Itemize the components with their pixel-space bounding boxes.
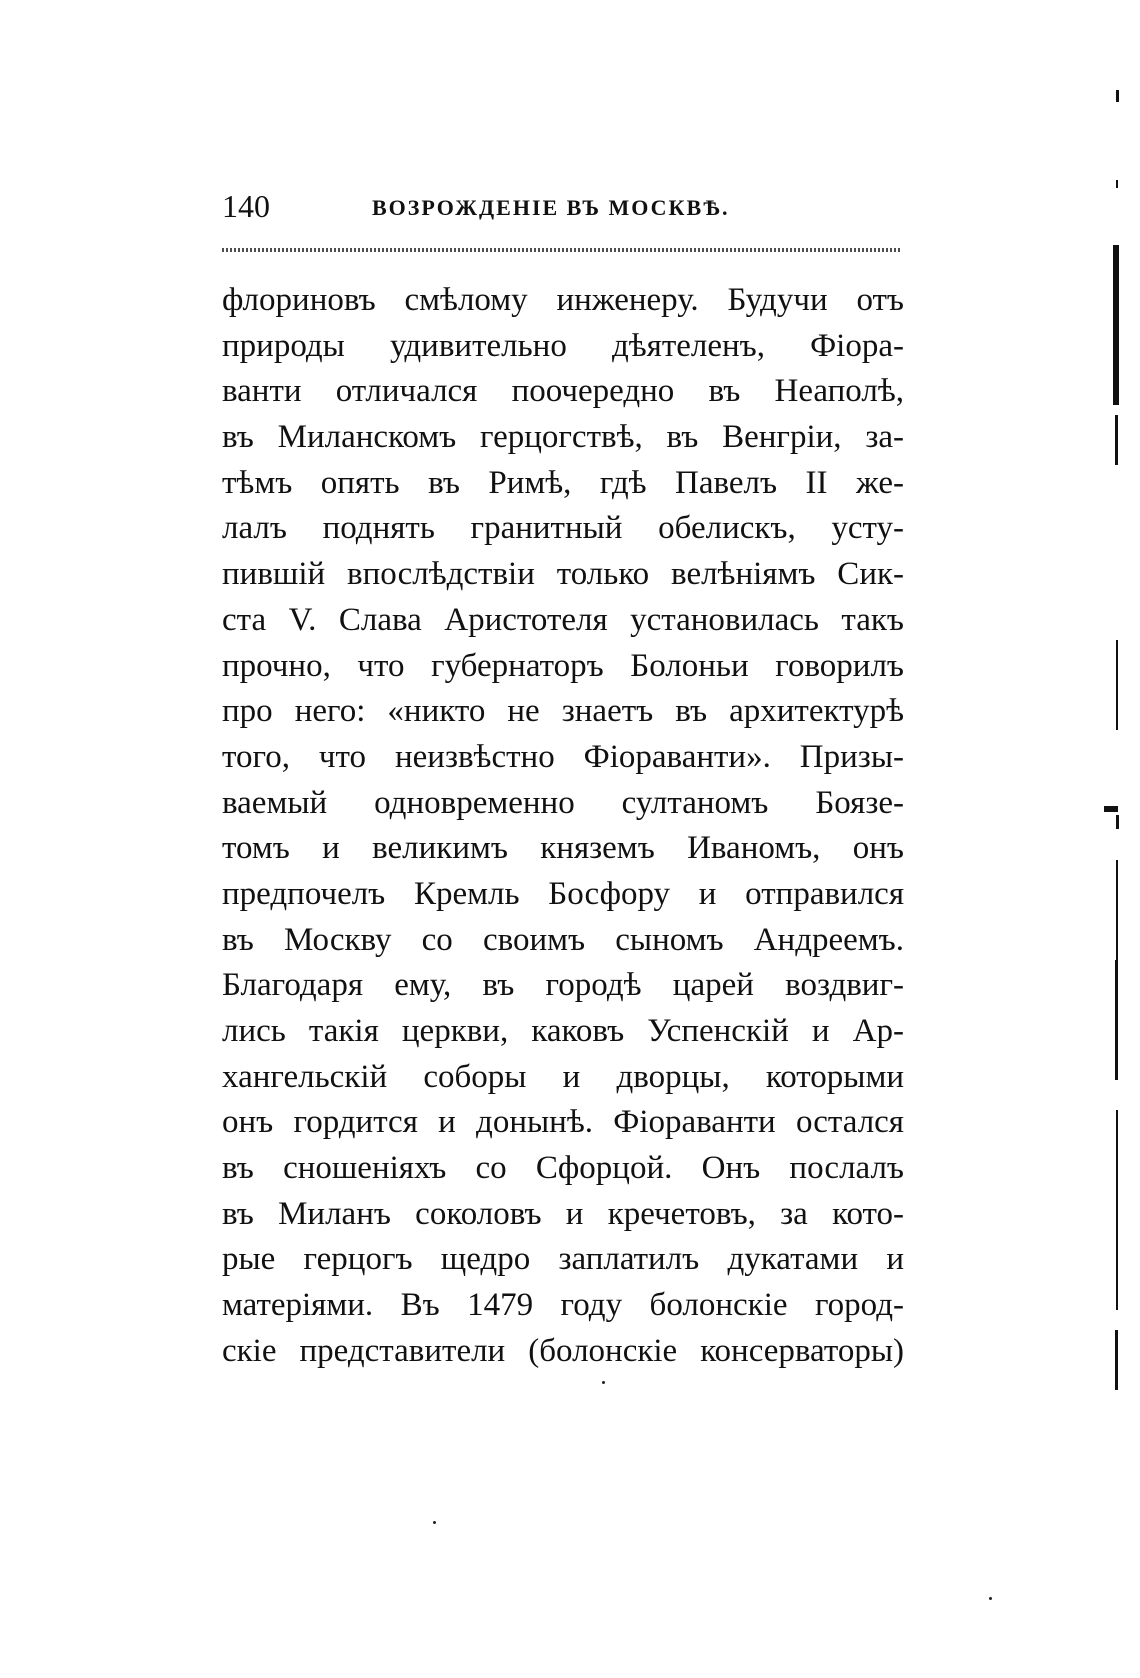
- scan-edge-mark: [1116, 1110, 1118, 1310]
- text-line: тѣмъ опять въ Римѣ, гдѣ Павелъ II же-: [222, 464, 904, 501]
- running-title: ВОЗРОЖДЕНІЕ ВЪ МОСКВѢ.: [372, 195, 730, 220]
- text-line: въ Миланъ соколовъ и кречетовъ, за кото-: [222, 1195, 904, 1232]
- text-line: въ Миланскомъ герцогствѣ, въ Венгріи, за-: [222, 419, 904, 456]
- text-line: ванти отличался поочередно въ Неаполѣ,: [222, 373, 904, 410]
- text-line: про него: «никто не знаетъ въ архитектурѣ: [222, 693, 904, 730]
- text-line: въ Москву со своимъ сыномъ Андреемъ.: [222, 921, 904, 958]
- body-text: [222, 278, 904, 1375]
- scan-edge-mark: [1116, 180, 1118, 188]
- text-line: онъ гордится и донынѣ. Фіораванти остался: [222, 1104, 904, 1141]
- text-line: пившій впослѣдствіи только велѣніямъ Сик-: [222, 556, 904, 593]
- text-line: ста V. Слава Аристотеля установилась такъ: [222, 601, 904, 638]
- scan-edge-mark: [1116, 815, 1119, 829]
- scan-speck: [433, 1521, 436, 1524]
- scan-edge-mark: [1113, 245, 1119, 405]
- text-line: лись такія церкви, каковъ Успенскій и Ар-: [222, 1013, 904, 1049]
- scan-edge-mark: [1116, 640, 1118, 730]
- header-rule: [222, 248, 902, 252]
- text-line: лалъ поднять гранитный обелискъ, усту-: [222, 510, 904, 547]
- page-header: [222, 186, 902, 230]
- scan-edge-mark: [1115, 415, 1118, 465]
- text-line: того, что неизвѣстно Фіораванти». Призы-: [222, 738, 904, 775]
- text-line: природы удивительно дѣятеленъ, Фіора-: [222, 327, 904, 364]
- scan-edge-mark: [1116, 860, 1118, 960]
- text-line: томъ и великимъ княземъ Иваномъ, онъ: [222, 830, 904, 867]
- scan-speck: [602, 1381, 605, 1384]
- text-line: предпочелъ Кремль Босфору и отправился: [222, 875, 904, 912]
- scan-edge-mark: [1116, 90, 1119, 102]
- text-line: ваемый одновременно султаномъ Боязе-: [222, 784, 904, 821]
- page-number: 140: [222, 188, 270, 224]
- scan-speck: [989, 1597, 992, 1600]
- text-line: флориновъ смѣлому инженеру. Будучи отъ: [222, 282, 904, 318]
- text-line: матеріями. Въ 1479 году болонскіе город-: [222, 1287, 904, 1324]
- text-line: рые герцогъ щедро заплатилъ дукатами и: [222, 1241, 904, 1278]
- scan-edge-mark: [1115, 960, 1118, 1080]
- text-line: скіе представители (болонскіе консерваторы): [222, 1332, 904, 1369]
- text-line: хангельскій соборы и дворцы, которыми: [222, 1058, 904, 1095]
- text-line: въ сношеніяхъ со Сфорцой. Онъ послалъ: [222, 1150, 904, 1187]
- scan-edge-mark: [1104, 806, 1118, 812]
- scan-edge-mark: [1115, 1330, 1118, 1390]
- text-line: прочно, что губернаторъ Болоньи говорилъ: [222, 647, 904, 684]
- text-line: Благодаря ему, въ городѣ царей воздвиг-: [222, 967, 904, 1004]
